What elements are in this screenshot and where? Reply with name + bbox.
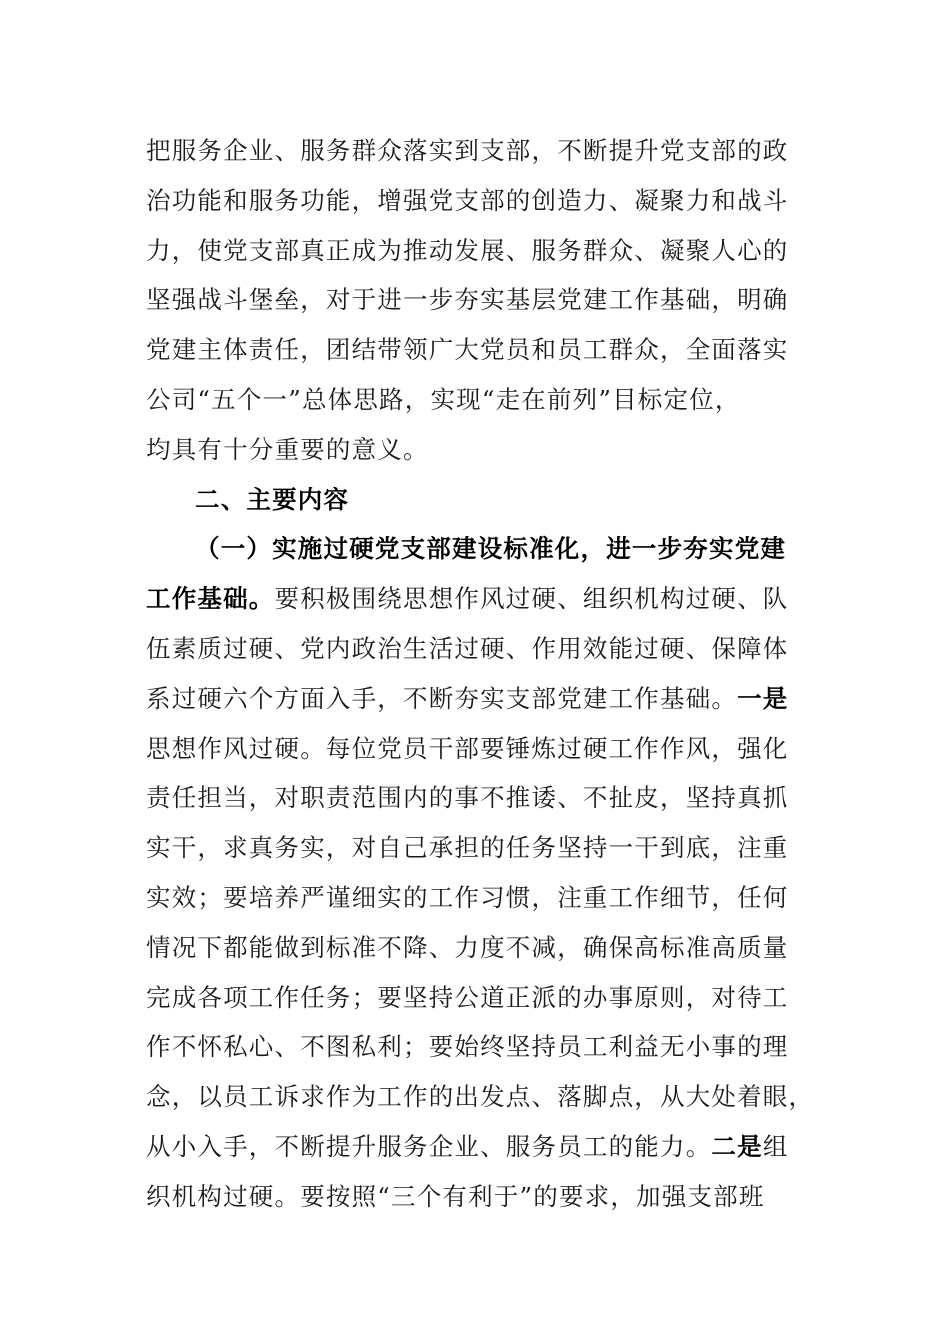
- text-line: 思想作风过硬。每位党员干部要锤炼过硬工作作风，强化: [146, 733, 789, 763]
- text-line: 完成各项工作任务；要坚持公道正派的办事原则，对待工: [146, 982, 789, 1012]
- text-line: 伍素质过硬、党内政治生活过硬、作用效能过硬、保障体: [146, 633, 789, 663]
- document-body: [146, 126, 815, 1222]
- text-run: 组: [762, 1131, 789, 1161]
- text-run: 要积极围绕思想作风过硬、组织机构过硬、队: [274, 584, 789, 614]
- text-line: 织机构过硬。要按照“三个有利于”的要求，加强支部班: [146, 1181, 765, 1211]
- text-run: 从小入手，不断提升服务企业、服务员工的能力。: [146, 1131, 712, 1161]
- text-line: 力，使党支部真正成为推动发展、服务群众、凝聚人心的: [146, 235, 789, 265]
- text-line: 念，以员工诉求作为工作的出发点、落脚点，从大处着眼，: [146, 1082, 815, 1112]
- text-line: 均具有十分重要的意义。: [146, 434, 429, 464]
- text-line: 责任担当，对职责范围内的事不推诿、不扯皮，坚持真抓: [146, 783, 789, 813]
- text-run: 系过硬六个方面入手，不断夯实支部党建工作基础。: [146, 683, 738, 713]
- text-line: 把服务企业、服务群众落实到支部，不断提升党支部的政: [146, 136, 789, 165]
- list-marker-two: 二是: [711, 1131, 763, 1161]
- text-line: 坚强战斗堡垒，对于进一步夯实基层党建工作基础，明确: [146, 285, 789, 315]
- text-line: [146, 1122, 796, 1172]
- text-line: 公司“五个一”总体思路，实现“走在前列”目标定位，: [146, 384, 741, 414]
- text-line: 治功能和服务功能，增强党支部的创造力、凝聚力和战斗: [146, 185, 789, 215]
- subsection-heading-tail: 工作基础。: [146, 584, 275, 614]
- subsection-heading: （一）实施过硬党支部建设标准化，进一步夯实党建: [195, 534, 787, 564]
- text-line: 作不怀私心、不图私利；要始终坚持员工利益无小事的理: [146, 1032, 789, 1062]
- text-line: 实效；要培养严谨细实的工作习惯，注重工作细节，任何: [146, 882, 789, 912]
- text-line: [146, 674, 796, 724]
- section-heading: 二、主要内容: [195, 484, 350, 514]
- list-marker-one: 一是: [737, 683, 789, 713]
- text-line: 情况下都能做到标准不降、力度不减，确保高标准高质量: [146, 932, 789, 962]
- text-line: 党建主体责任，团结带领广大党员和员工群众，全面落实: [146, 335, 789, 365]
- text-line: 实干，求真务实，对自己承担的任务坚持一干到底，注重: [146, 833, 789, 863]
- text-line: [146, 574, 796, 624]
